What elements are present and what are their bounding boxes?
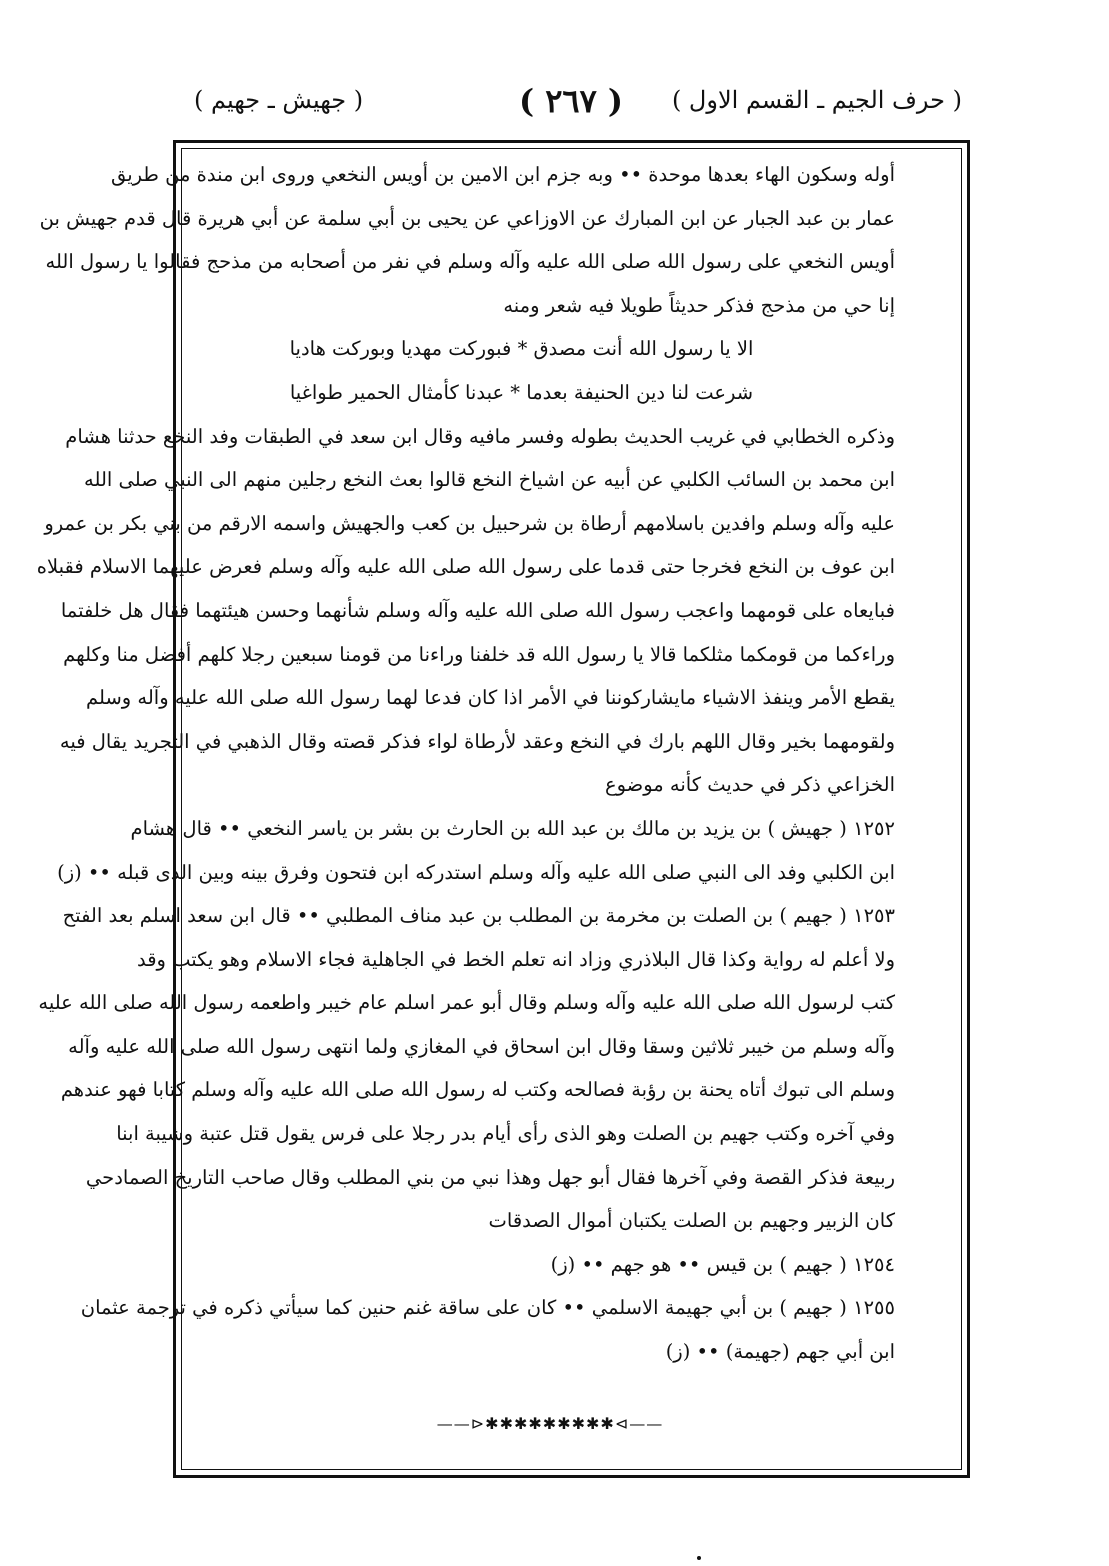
text-line: وذكره الخطابي في غريب الحديث بطوله وفسر مافيه وقال ابن سعد في الطبقات وفد النخع حدثنا هشام	[65, 424, 895, 448]
page-number: ( ٢٦٧ )	[518, 82, 624, 120]
text-line: ولقومهما بخير وقال اللهم بارك في النخع وعقد لأرطاة لواء فذكر قصته وقال الذهبي في التجريد يقال فيه	[59, 729, 895, 753]
text-line: عمار بن عبد الجبار عن ابن المبارك عن الاوزاعي عن يحيى بن أبي سلمة عن أبي هريرة قال قدم جهيش بن	[39, 206, 895, 230]
text-line: وراءكما من قومكما مثلكما قالا يا رسول الله قد خلفنا وراءنا من قومنا سبعين رجلا كلهم أفضل منا وكلهم	[63, 642, 895, 666]
poem-verse: الا يا رسول الله أنت مصدق * فبوركت مهديا وبوركت هاديا	[289, 337, 754, 361]
text-line: أويس النخعي على رسول الله صلى الله عليه وآله وسلم في نفر من أصحابه من مذحج فقالوا يا رسول الله	[45, 250, 895, 274]
print-speck	[697, 1556, 701, 1560]
text-line: ولا أعلم له رواية وكذا قال البلاذري وزاد انه تعلم الخط في الجاهلية فجاء الاسلام وهو يكتب وقد	[136, 947, 895, 971]
entry-1252: ١٢٥٢ ( جهيش ) بن يزيد بن مالك بن عبد الله بن الحارث بن بشر بن ياسر النخعي •• قال هشام	[130, 816, 895, 840]
main-text	[36, 153, 895, 1374]
text-line: وآله وسلم من خيبر ثلاثين وسقا وقال ابن اسحاق في المغازي ولما انتهى رسول الله صلى الله عليه وآله	[68, 1034, 895, 1058]
text-line: كتب لرسول الله صلى الله عليه وآله وسلم وقال أبو عمر اسلم عام خيبر واطعمه رسول الله صلى الله عليه	[38, 991, 895, 1015]
text-line: أوله وسكون الهاء بعدها موحدة •• وبه جزم ابن الامين بن أويس النخعي وروى ابن مندة من طريق	[110, 163, 895, 186]
page-header	[180, 82, 962, 126]
text-line: الخزاعي ذكر في حديث كأنه موضوع	[604, 773, 895, 797]
entry-1254: ١٢٥٤ ( جهيم ) بن قيس •• هو جهم •• (ز)	[550, 1252, 895, 1276]
text-line: كان الزبير وجهيم بن الصلت يكتبان أموال الصدقات	[488, 1209, 895, 1233]
text-line: ابن الكلبي وفد الى النبي صلى الله عليه وآله وسلم استدركه ابن فتحون وفرق بينه وبين الذى قبله •• (ز)	[57, 860, 895, 884]
text-line: ابن عوف بن النخع فخرجا حتى قدما على رسول الله صلى الله عليه وآله وسلم فعرض عليهما الاسلام فقبلاه	[36, 555, 895, 579]
text-line: إنا حي من مذحج فذكر حديثاً طويلا فيه شعر ومنه	[503, 293, 895, 317]
text-line: عليه وآله وسلم وافدين باسلامهم أرطاة بن شرحبيل بن كعب والجهيش واسمه الارقم من بني بكر بن عمرو	[44, 511, 895, 535]
text-line: وفي آخره وكتب جهيم بن الصلت وهو الذى رأى أيام بدر رجلا على فرس يقول قتل عتبة وشيبة ابنا	[116, 1122, 895, 1146]
text-line: ابن محمد بن السائب الكلبي عن أبيه عن اشياخ النخع قالوا بعث النخع رجلين منهم الى النبي صلى الله	[84, 468, 895, 492]
text-line: ابن أبي جهم (جهيمة) •• (ز)	[665, 1340, 895, 1364]
poem-verse: شرعت لنا دين الحنيفة بعدما * عبدنا كأمثال الحمير طواغيا	[289, 380, 754, 404]
ornamental-divider: ——⊳✱✱✱✱✱✱✱✱✱⊲——	[436, 1414, 664, 1433]
entry-1255: ١٢٥٥ ( جهيم ) بن أبي جهيمة الاسلمي •• كان على ساقة غنم حنين كما سيأتي ذكره في ترجمة عثمان	[80, 1296, 895, 1320]
chapter-title: ( حرف الجيم ـ القسم الاول )	[671, 86, 962, 114]
text-line: يقطع الأمر وينفذ الاشياء مايشاركوننا في الأمر اذا كان فدعا لهما رسول الله صلى الله عليه وآله وسلم	[86, 686, 895, 710]
text-line: ربيعة فذكر القصة وفي آخرها فقال أبو جهل وهذا نبي من بني المطلب وقال صاحب التاريخ الصمادحي	[85, 1165, 895, 1189]
text-line: فبايعاه على قومهما واعجب رسول الله صلى الله عليه وآله وسلم شأنهما وحسن هيئتهما فقال هل خلفتما	[60, 598, 895, 622]
entry-range: ( جهيش ـ جهيم )	[194, 86, 364, 114]
entry-1253: ١٢٥٣ ( جهيم ) بن الصلت بن مخرمة بن المطلب بن عبد مناف المطلبي •• قال ابن سعد اسلم بعد الفتح	[62, 904, 895, 928]
text-line: وسلم الى تبوك أتاه يحنة بن رؤبة فصالحه وكتب له رسول الله صلى الله عليه وآله وسلم كتابا فهو عندهم	[60, 1078, 895, 1102]
